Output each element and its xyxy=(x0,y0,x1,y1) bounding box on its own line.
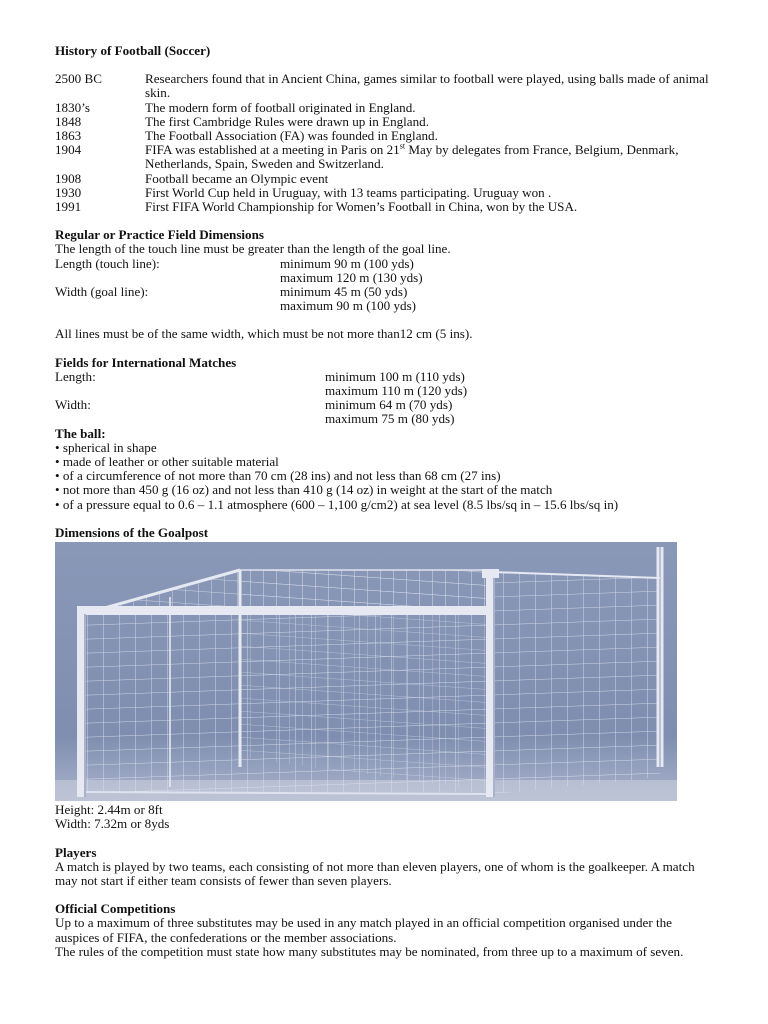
dimension-row xyxy=(55,271,715,285)
players-text: A match is played by two teams, each consisting of not more than eleven players, one of whom is the goalkeeper. A match may not start if either team consists of fewer than seven players. xyxy=(55,858,695,888)
right-post-shade xyxy=(493,578,495,797)
section-heading: Players xyxy=(55,844,97,860)
dimension-label: Length (touch line): xyxy=(55,255,160,271)
history-text-part: May by delegates from France, Belgium, Denmark, Netherlands, Spain, Sweden and Switzerland. xyxy=(145,142,679,172)
history-text: First World Cup held in Uruguay, with 13 teams participating. Uruguay won . xyxy=(145,184,552,200)
ordinal-suffix: st xyxy=(399,141,406,151)
ball-section xyxy=(55,427,715,512)
history-list xyxy=(55,72,715,214)
dimension-label: Width: xyxy=(55,397,91,413)
net-back xyxy=(240,570,493,792)
net-side xyxy=(493,572,660,794)
history-date: 1904 xyxy=(55,142,82,158)
competitions-paragraph: Up to a maximum of three substitutes may be used in any match played in an official competition organised under the auspices of FIFA, the confederations or the member associations. xyxy=(55,915,672,945)
dimension-label: Width (goal line): xyxy=(55,284,149,300)
history-date: 1930 xyxy=(55,184,82,200)
history-text: The Football Association (FA) was founded in England. xyxy=(145,128,438,144)
dimension-label xyxy=(55,412,325,426)
dimension-value: minimum 45 m (50 yds) xyxy=(280,284,408,300)
competitions-section xyxy=(55,902,715,959)
section-heading: The ball: xyxy=(55,425,106,441)
goalpost-illustration xyxy=(55,542,677,801)
goal-width: Width: 7.32m or 8yds xyxy=(55,816,170,832)
right-corner xyxy=(482,569,499,578)
dimension-label xyxy=(55,384,325,398)
history-date: 1863 xyxy=(55,128,82,144)
dimension-row xyxy=(55,370,715,384)
dimension-row xyxy=(55,398,715,412)
section-intro: The length of the touch line must be greater than the length of the goal line. xyxy=(55,241,451,257)
section-heading: Dimensions of the Goalpost xyxy=(55,524,209,540)
international-field-section xyxy=(55,356,715,427)
dimension-value: maximum 110 m (120 yds) xyxy=(325,383,468,399)
line-width-note: All lines must be of the same width, which must be not more than12 cm (5 ins). xyxy=(55,326,473,342)
dimension-label: Length: xyxy=(55,368,96,384)
dimension-value: minimum 100 m (110 yds) xyxy=(325,368,465,384)
history-text: Football became an Olympic event xyxy=(145,170,329,186)
history-row xyxy=(55,72,715,100)
dimension-value: minimum 64 m (70 yds) xyxy=(325,397,453,413)
players-section xyxy=(55,846,715,889)
section-heading: Regular or Practice Field Dimensions xyxy=(55,227,264,243)
history-date: 1991 xyxy=(55,199,82,215)
practice-field-section xyxy=(55,228,715,341)
history-text xyxy=(145,143,715,171)
dimension-value: maximum 75 m (80 yds) xyxy=(325,411,455,427)
history-date: 2500 BC xyxy=(55,71,102,87)
dimension-value: minimum 90 m (100 yds) xyxy=(280,255,414,271)
dimension-row xyxy=(55,412,715,426)
ball-spec-item: • made of leather or other suitable material xyxy=(55,454,279,470)
history-text: The first Cambridge Rules were drawn up in England. xyxy=(145,113,429,129)
dimension-row xyxy=(55,299,715,313)
dimension-row xyxy=(55,384,715,398)
dimension-label xyxy=(55,271,280,285)
page-title: History of Football (Soccer) xyxy=(55,43,211,58)
crossbar xyxy=(77,606,495,615)
ball-spec-item: • spherical in shape xyxy=(55,439,157,455)
ball-spec-item: • not more than 450 g (16 oz) and not less than 410 g (14 oz) in weight at the start of the match xyxy=(55,482,553,498)
history-date: 1848 xyxy=(55,113,82,129)
dimension-row xyxy=(55,285,715,299)
history-text: Researchers found that in Ancient China, games similar to football were played, using balls made of animal skin. xyxy=(145,71,709,101)
dimension-value: maximum 90 m (100 yds) xyxy=(280,298,417,314)
history-text: First FIFA World Championship for Women’s Football in China, won by the USA. xyxy=(145,199,578,215)
goalpost-section xyxy=(55,526,715,832)
section-heading: Official Competitions xyxy=(55,901,176,917)
dimension-row xyxy=(55,257,715,271)
history-row xyxy=(55,115,715,129)
document-page xyxy=(55,44,715,959)
section-heading: Fields for International Matches xyxy=(55,354,237,370)
ball-spec-item: • of a circumference of not more than 70 cm (28 ins) and not less than 68 cm (27 ins) xyxy=(55,468,501,484)
competitions-paragraph: The rules of the competition must state how many substitutes may be nominated, from three up to a maximum of seven. xyxy=(55,943,684,959)
history-text: The modern form of football originated in England. xyxy=(145,99,416,115)
left-post-shade xyxy=(84,614,86,797)
history-date: 1908 xyxy=(55,170,82,186)
goal-height: Height: 2.44m or 8ft xyxy=(55,802,163,818)
history-row xyxy=(55,200,715,214)
history-text-part: FIFA was established at a meeting in Paris on 21 xyxy=(145,142,400,158)
history-row xyxy=(55,143,715,171)
history-row xyxy=(55,172,715,186)
history-date: 1830’s xyxy=(55,99,90,115)
dimension-label xyxy=(55,299,280,313)
dimension-value: maximum 120 m (130 yds) xyxy=(280,269,423,285)
ball-spec-item: • of a pressure equal to 0.6 – 1.1 atmosphere (600 – 1,100 g/cm2) at sea level (8.5 lbs/sq in – 15.6 lbs/sq in) xyxy=(55,496,619,512)
history-row xyxy=(55,186,715,200)
history-row xyxy=(55,101,715,115)
